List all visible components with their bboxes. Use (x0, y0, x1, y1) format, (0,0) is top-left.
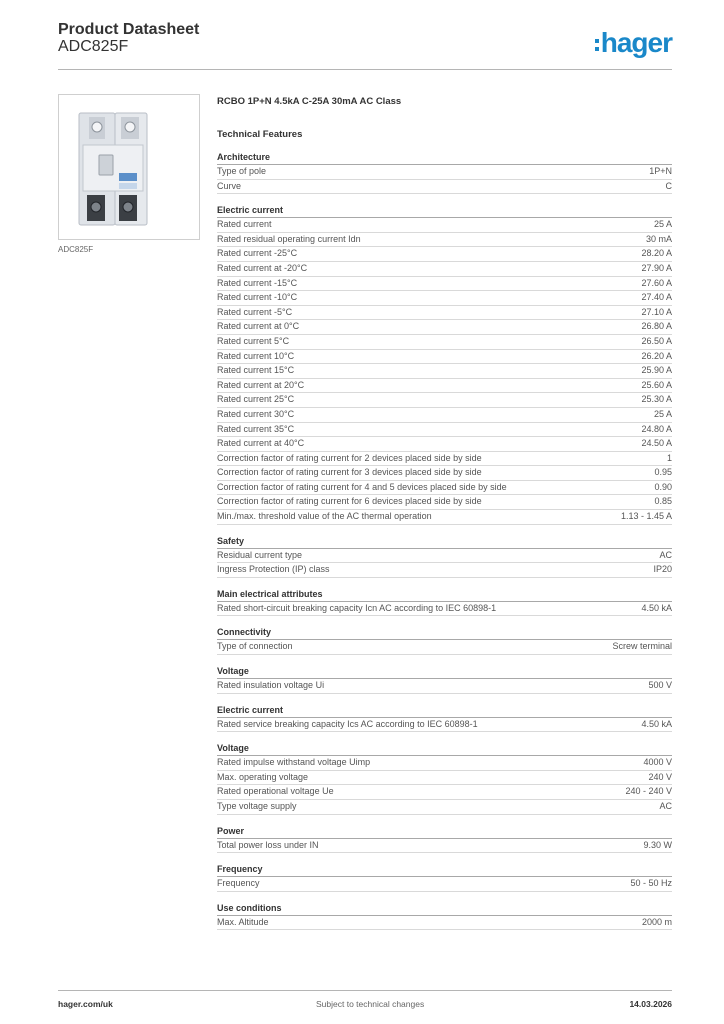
spec-row (217, 877, 672, 892)
spec-section (217, 204, 672, 524)
spec-row (217, 335, 672, 350)
spec-label: Type of connection (217, 641, 293, 652)
image-caption: ADC825F (58, 245, 94, 254)
spec-label: Rated current 15°C (217, 365, 295, 376)
spec-row (217, 393, 672, 408)
spec-row (217, 800, 672, 815)
spec-row (217, 640, 672, 655)
spec-section (217, 626, 672, 655)
spec-label: Rated current at 20°C (217, 379, 305, 390)
spec-label: Rated current 35°C (217, 423, 295, 434)
spec-section (217, 863, 672, 892)
spec-value: 24.80 A (641, 423, 672, 434)
spec-value: 240 V (648, 771, 672, 782)
spec-row (217, 277, 672, 292)
section-title: Frequency (217, 863, 672, 877)
logo-text: hager (600, 27, 672, 58)
spec-value: 25 A (653, 408, 672, 419)
spec-value: 30 mA (645, 233, 672, 244)
spec-label: Rated current 5°C (217, 335, 290, 346)
spec-label: Rated service breaking capacity Ics AC according to IEC 60898-1 (217, 718, 478, 729)
spec-label: Rated operational voltage Ue (217, 786, 334, 797)
spec-value: 25.30 A (641, 394, 672, 405)
spec-value: 25.90 A (641, 365, 672, 376)
footer-notice: Subject to technical changes (316, 999, 425, 1009)
spec-row (217, 718, 672, 733)
spec-label: Residual current type (217, 549, 303, 560)
spec-label: Rated current -15°C (217, 277, 298, 288)
spec-section (217, 535, 672, 578)
spec-row (217, 291, 672, 306)
spec-value: 9.30 W (643, 839, 672, 850)
section-title: Use conditions (217, 902, 672, 916)
spec-label: Max. Altitude (217, 916, 269, 927)
spec-row (217, 549, 672, 564)
spec-value: IP20 (653, 564, 672, 575)
spec-value: 27.40 A (641, 292, 672, 303)
spec-row (217, 320, 672, 335)
section-title: Architecture (217, 151, 672, 165)
spec-value: 0.90 (654, 481, 672, 492)
spec-label: Rated current -5°C (217, 306, 293, 317)
spec-label: Rated current at -20°C (217, 262, 308, 273)
spec-value: 27.60 A (641, 277, 672, 288)
spec-value: 27.10 A (641, 306, 672, 317)
spec-value: 26.80 A (641, 321, 672, 332)
spec-row (217, 218, 672, 233)
spec-content (217, 96, 672, 930)
spec-row (217, 233, 672, 248)
document-title: Product Datasheet (58, 21, 200, 38)
spec-label: Rated impulse withstand voltage Uimp (217, 757, 371, 768)
spec-row (217, 364, 672, 379)
spec-value: 27.90 A (641, 262, 672, 273)
footer-date: 14.03.2026 (629, 999, 672, 1009)
spec-row (217, 437, 672, 452)
section-title: Safety (217, 535, 672, 549)
spec-value: 1P+N (649, 166, 672, 176)
spec-label: Max. operating voltage (217, 771, 309, 782)
spec-row (217, 679, 672, 694)
spec-row (217, 408, 672, 423)
spec-row (217, 452, 672, 467)
spec-label: Rated current -10°C (217, 292, 298, 303)
product-code: ADC825F (58, 38, 129, 55)
spec-row (217, 481, 672, 496)
spec-row (217, 510, 672, 525)
spec-row (217, 785, 672, 800)
spec-section (217, 588, 672, 617)
spec-value: 2000 m (641, 916, 672, 927)
spec-label: Rated short-circuit breaking capacity Icn AC according to IEC 60898-1 (217, 602, 497, 613)
spec-label: Total power loss under IN (217, 839, 319, 850)
spec-value: C (665, 180, 672, 191)
spec-section (217, 665, 672, 694)
spec-label: Rated current (217, 219, 272, 230)
spec-label: Curve (217, 180, 242, 191)
spec-label: Correction factor of rating current for 6 devices placed side by side (217, 496, 482, 507)
spec-label: Rated current at 0°C (217, 321, 300, 332)
section-title: Power (217, 825, 672, 839)
spec-section (217, 151, 672, 194)
spec-row (217, 247, 672, 262)
spec-label: Min./max. threshold value of the AC thermal operation (217, 511, 432, 522)
spec-value: AC (659, 549, 672, 560)
section-title: Voltage (217, 742, 672, 756)
spec-value: 24.50 A (641, 438, 672, 449)
spec-value: 4000 V (643, 757, 672, 768)
spec-value: 4.50 kA (641, 718, 672, 729)
spec-row (217, 423, 672, 438)
hager-logo (595, 28, 672, 58)
spec-label: Correction factor of rating current for 4 and 5 devices placed side by side (217, 481, 507, 492)
spec-value: 1 (666, 452, 672, 463)
product-image (58, 94, 200, 240)
spec-section (217, 825, 672, 854)
spec-row (217, 602, 672, 617)
spec-row (217, 350, 672, 365)
spec-label: Rated current 25°C (217, 394, 295, 405)
section-title: Main electrical attributes (217, 588, 672, 602)
spec-row (217, 165, 672, 180)
spec-value: 26.50 A (641, 335, 672, 346)
spec-value: Screw terminal (612, 641, 672, 652)
spec-row (217, 563, 672, 578)
spec-row (217, 262, 672, 277)
spec-label: Type of pole (217, 166, 267, 176)
rcbo-device-icon (59, 95, 199, 239)
spec-value: 25 A (653, 219, 672, 230)
section-title: Connectivity (217, 626, 672, 640)
spec-value: 26.20 A (641, 350, 672, 361)
logo-colon-icon (595, 39, 599, 51)
page-footer (58, 990, 672, 1015)
spec-row (217, 379, 672, 394)
spec-value: 4.50 kA (641, 602, 672, 613)
spec-label: Frequency (217, 878, 260, 889)
spec-value: 0.95 (654, 467, 672, 478)
spec-label: Correction factor of rating current for 3 devices placed side by side (217, 467, 482, 478)
spec-label: Rated current 30°C (217, 408, 295, 419)
footer-website: hager.com/uk (58, 999, 113, 1009)
section-title: Electric current (217, 204, 672, 218)
spec-label: Rated insulation voltage Ui (217, 680, 325, 691)
spec-value: 240 - 240 V (625, 786, 672, 797)
spec-section (217, 704, 672, 733)
spec-row (217, 180, 672, 195)
spec-label: Rated current at 40°C (217, 438, 305, 449)
technical-features-heading: Technical Features (217, 129, 303, 140)
section-title: Electric current (217, 704, 672, 718)
spec-value: 25.60 A (641, 379, 672, 390)
spec-value: 500 V (648, 680, 672, 691)
spec-label: Rated current 10°C (217, 350, 295, 361)
section-title: Voltage (217, 665, 672, 679)
spec-value: 28.20 A (641, 248, 672, 259)
spec-section (217, 742, 672, 814)
spec-label: Rated residual operating current Idn (217, 233, 361, 244)
spec-row (217, 466, 672, 481)
spec-row (217, 839, 672, 854)
spec-label: Ingress Protection (IP) class (217, 564, 330, 575)
spec-value: 1.13 - 1.45 A (620, 511, 672, 522)
spec-label: Type voltage supply (217, 801, 297, 811)
spec-label: Rated current -25°C (217, 248, 298, 259)
spec-row (217, 756, 672, 771)
spec-value: AC (659, 801, 672, 811)
product-name: RCBO 1P+N 4.5kA C-25A 30mA AC Class (217, 96, 402, 107)
spec-row (217, 306, 672, 321)
spec-row (217, 495, 672, 510)
spec-value: 0.85 (654, 496, 672, 507)
spec-label: Correction factor of rating current for 2 devices placed side by side (217, 452, 482, 463)
spec-row (217, 771, 672, 786)
spec-row (217, 916, 672, 931)
spec-value: 50 - 50 Hz (630, 878, 672, 889)
spec-section (217, 902, 672, 931)
page-header (58, 21, 672, 70)
spec-sections (217, 151, 672, 930)
